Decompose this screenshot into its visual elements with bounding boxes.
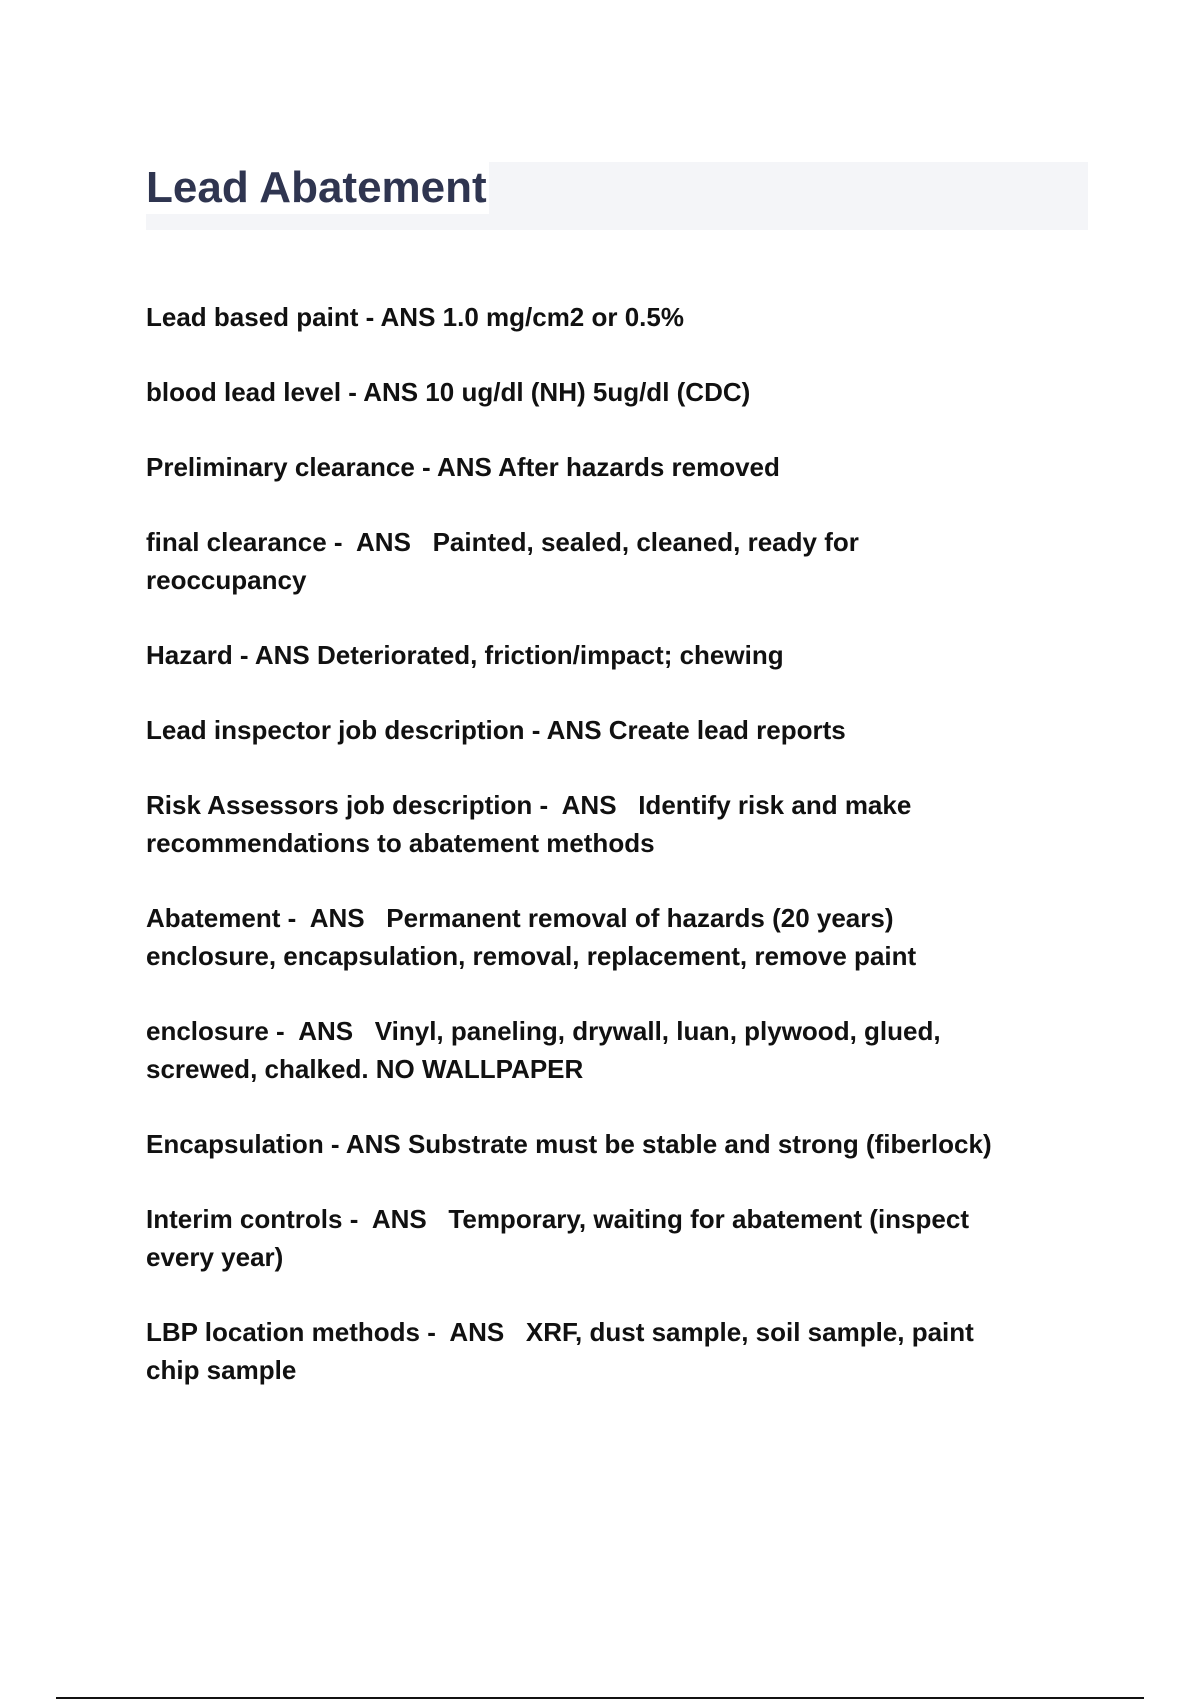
qa-item-lead-inspector: Lead inspector job description - ANS Create lead reports <box>146 715 846 745</box>
page-title: Lead Abatement <box>146 163 487 212</box>
qa-item-interim-controls: Interim controls - ANS Temporary, waiting for abatement (inspect every year) <box>146 1204 969 1272</box>
qa-item-encapsulation: Encapsulation - ANS Substrate must be stable and strong (fiberlock) <box>146 1129 992 1159</box>
footer-rule <box>56 1697 1144 1699</box>
qa-list <box>146 298 1096 1426</box>
qa-item-lbp-location-methods: LBP location methods - ANS XRF, dust sample, soil sample, paint chip sample <box>146 1317 974 1385</box>
qa-item-hazard: Hazard - ANS Deteriorated, friction/impact; chewing <box>146 640 784 670</box>
qa-item-preliminary-clearance: Preliminary clearance - ANS After hazards removed <box>146 452 780 482</box>
qa-item-blood-lead-level: blood lead level - ANS 10 ug/dl (NH) 5ug/dl (CDC) <box>146 377 751 407</box>
qa-item-risk-assessors: Risk Assessors job description - ANS Identify risk and make recommendations to abatement methods <box>146 790 912 858</box>
qa-item-final-clearance: final clearance - ANS Painted, sealed, cleaned, ready for reoccupancy <box>146 527 859 595</box>
qa-item-lead-based-paint: Lead based paint - ANS 1.0 mg/cm2 or 0.5% <box>146 302 684 332</box>
qa-item-enclosure: enclosure - ANS Vinyl, paneling, drywall, luan, plywood, glued, screwed, chalked. NO WALLPAPER <box>146 1016 941 1084</box>
qa-item-abatement: Abatement - ANS Permanent removal of hazards (20 years) enclosure, encapsulation, removal, replacement, remove paint <box>146 903 917 971</box>
